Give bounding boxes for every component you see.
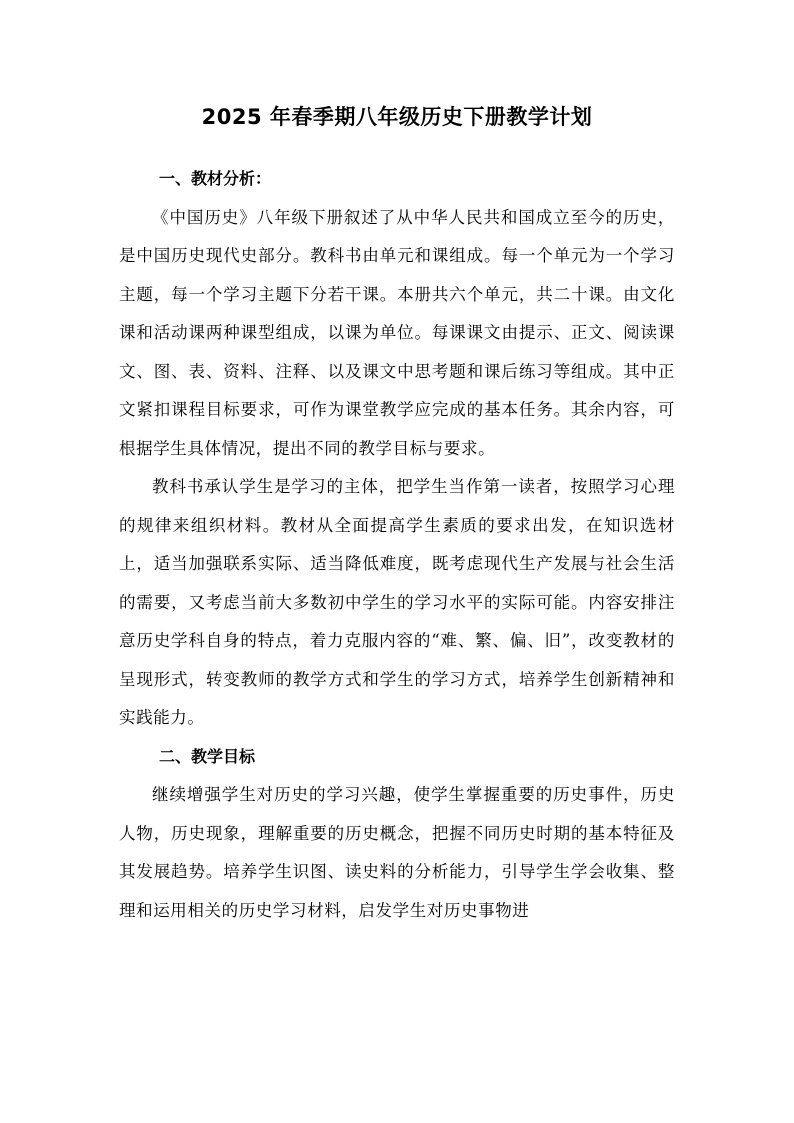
section-teaching-goals	[119, 738, 675, 931]
section-textbook-analysis	[119, 160, 675, 738]
paragraph: 教科书承认学生是学习的主体，把学生当作第一读者，按照学习心理的规律来组织材料。教材从全面提高学生素质的要求出发，在知识选材上，适当加强联系实际、适当降低难度，既考虑现代生产发展与社会生活的需要，又考虑当前大多数初中学生的学习水平的实际可能。内容安排注意历史学科自身的特点，着力克服内容的“难、繁、偏、旧”，改变教材的呈现形式，转变教师的教学方式和学生的学习方式，培养学生创新精神和实践能力。	[119, 477, 675, 727]
paragraph: 继续增强学生对历史的学习兴趣，使学生掌握重要的历史事件，历史人物，历史现象，理解重要的历史概念，把握不同历史时期的基本特征及其发展趋势。培养学生识图、读史料的分析能力，引导学生学会收集、整理和运用相关的历史学习材料，启发学生对历史事物进	[119, 785, 675, 920]
document-title: 2025 年春季期八年级历史下册教学计划	[201, 105, 593, 129]
paragraph: 《中国历史》八年级下册叙述了从中华人民共和国成立至今的历史，是中国历史现代史部分。教科书由单元和课组成。每一个单元为一个学习主题，每一个学习主题下分若干课。本册共六个单元，共二十课。由文化课和活动课两种课型组成，以课为单位。每课课文由提示、正文、阅读课文、图、表、资料、注释、以及课文中思考题和课后练习等组成。其中正文紧扣课程目标要求，可作为课堂教学应完成的基本任务。其余内容，可根据学生具体情况，提出不同的教学目标与要求。	[119, 207, 675, 458]
section-heading: 二、教学目标	[159, 746, 256, 766]
document-body	[119, 160, 675, 930]
section-heading: 一、教材分析：	[159, 169, 272, 188]
